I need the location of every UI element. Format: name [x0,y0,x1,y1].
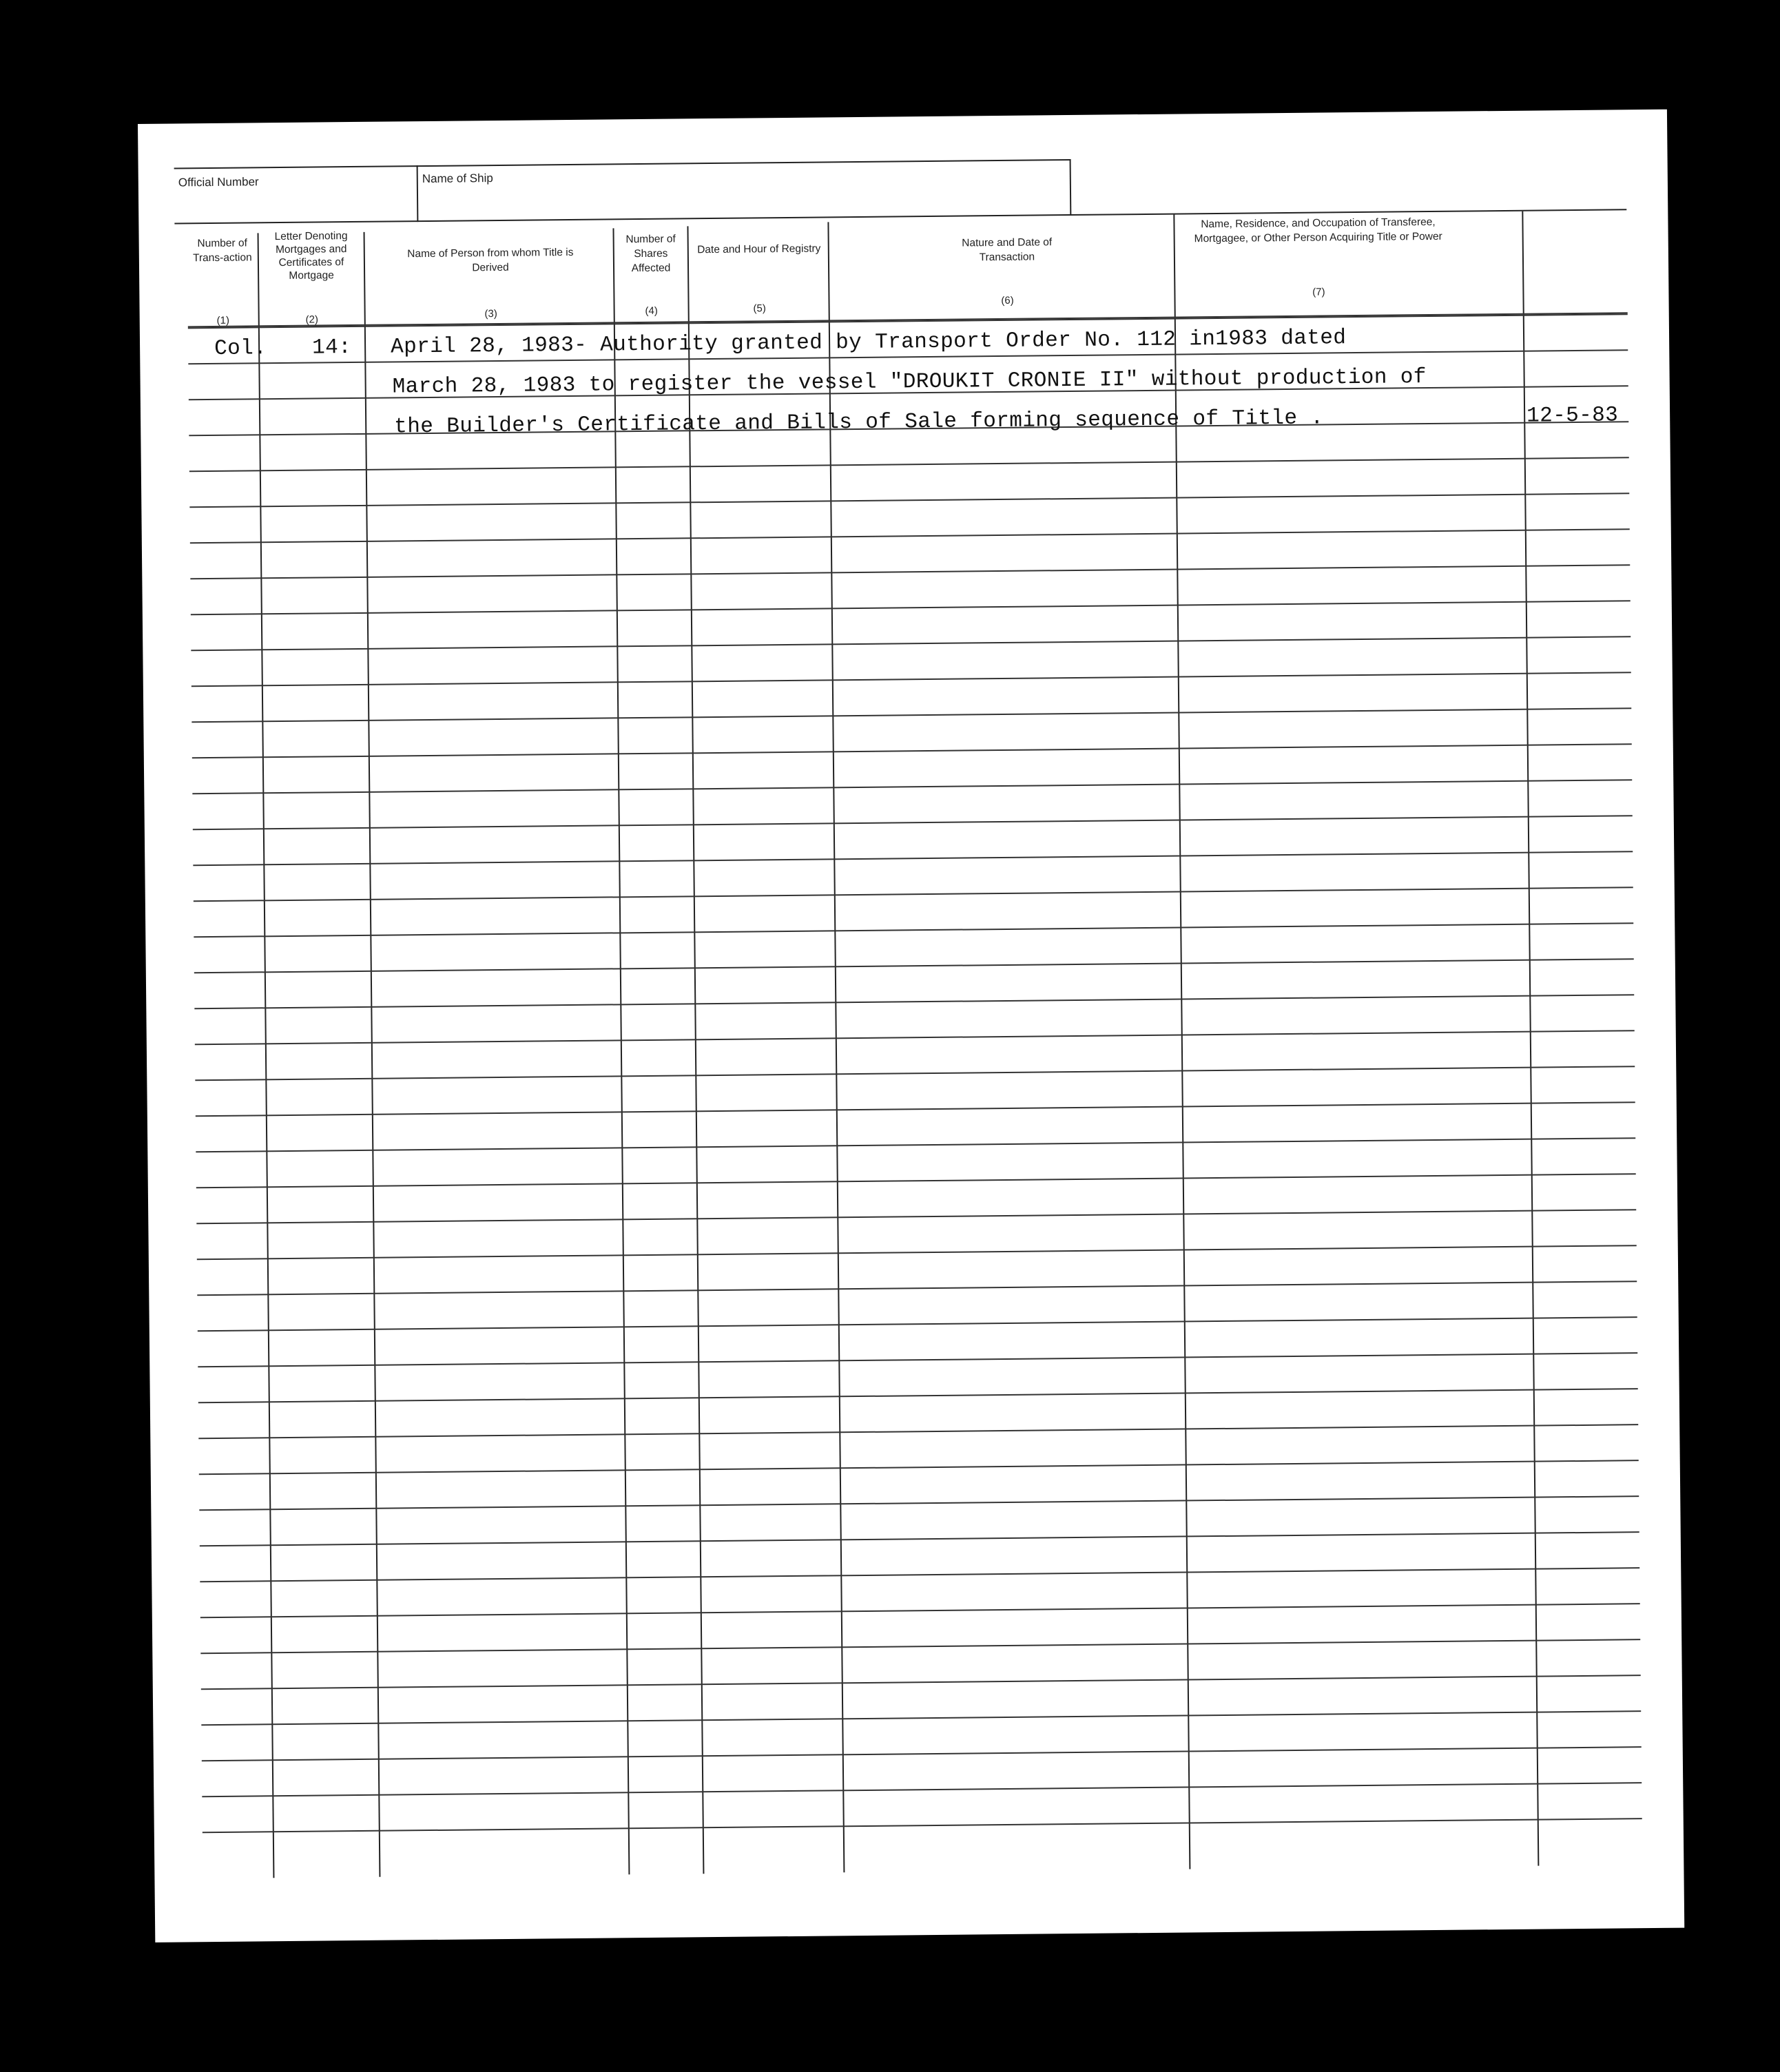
column-number-6: (6) [1001,294,1014,307]
ruled-line [202,1746,1642,1761]
ruled-line [200,1603,1640,1618]
column-heading-6: Nature and Date of Transaction [962,236,1053,264]
entry-col-number: 14: [311,335,352,360]
entry-date: 12-5-83 [1526,403,1619,428]
ruled-lines [138,110,1667,124]
column-rule-6 [1173,215,1190,1869]
ruled-line [190,528,1630,543]
column-heading-7: Name, Residence, and Occupation of Transferee, Mortgagee, or Other Person Acquiring Title or Power [1194,216,1442,245]
ruled-line [202,1782,1642,1797]
ruled-line [189,493,1629,508]
ruled-line [201,1710,1641,1726]
official-number-label: Official Number [178,175,259,189]
ruled-line [191,600,1631,615]
ruled-line [200,1531,1639,1546]
ruled-line [201,1675,1641,1690]
ruled-line [197,1281,1637,1296]
column-rule-7 [1522,211,1539,1866]
column-rule-4 [687,226,704,1874]
name-of-ship-box [417,159,1072,222]
entry-line-3: the Builder's Certificate and Bills of Sale forming sequence of Title . [394,406,1324,439]
ruled-line [190,564,1630,579]
ruled-line [199,1495,1639,1511]
name-of-ship-label: Name of Ship [422,172,493,186]
column-heading-4: Number of Shares Affected [625,233,676,275]
entry-col-ref: Col. [214,336,267,361]
column-number-1: (1) [216,314,229,327]
ruled-line [193,815,1633,830]
ruled-line [193,851,1633,866]
ruled-line [195,1066,1635,1081]
ruled-line [198,1424,1638,1439]
ruled-line [203,1818,1642,1833]
column-number-5: (5) [753,302,766,315]
column-rule-3 [612,228,630,1874]
ruled-line [192,707,1631,723]
register-page [138,110,1684,1942]
column-number-2: (2) [305,313,318,326]
column-rule-1 [258,233,275,1878]
official-number-box [174,165,419,224]
ruled-line [192,672,1631,687]
ruled-line [191,636,1631,651]
ruled-line [196,1209,1636,1224]
column-rule-2 [364,232,381,1877]
column-number-4: (4) [645,304,658,317]
column-heading-5: Date and Hour of Registry [697,242,821,256]
ruled-line [198,1316,1637,1332]
ruled-line [192,779,1632,794]
ruled-line [197,1245,1637,1260]
ruled-line [200,1567,1639,1582]
ruled-line [192,743,1632,758]
ruled-line [200,1639,1640,1654]
ruled-line [196,1101,1635,1117]
ruled-line [194,994,1634,1009]
ruled-line [194,958,1634,973]
entry-line-1: April 28, 1983- Authority granted by Transport Order No. 112 in1983 dated [390,326,1347,360]
column-heading-2: Letter Denoting Mortgages and Certificates of Mortgage [274,230,348,282]
ruled-line [196,1137,1635,1152]
column-heading-3: Name of Person from whom Title is Derived [407,246,574,274]
ruled-line [194,922,1633,937]
ruled-line [199,1460,1639,1475]
ruled-line [195,1030,1635,1045]
column-heading-1: Number of Trans-action [192,237,252,265]
column-number-7: (7) [1312,286,1325,298]
ruled-line [189,457,1629,472]
ruled-line [198,1352,1637,1367]
column-rule-5 [827,222,845,1872]
entry-line-2: March 28, 1983 to register the vessel "DROUKIT CRONIE II" without production of [392,365,1427,400]
column-number-3: (3) [484,308,497,320]
ruled-line [198,1388,1638,1403]
ruled-line [196,1173,1636,1188]
ruled-line [194,887,1633,902]
